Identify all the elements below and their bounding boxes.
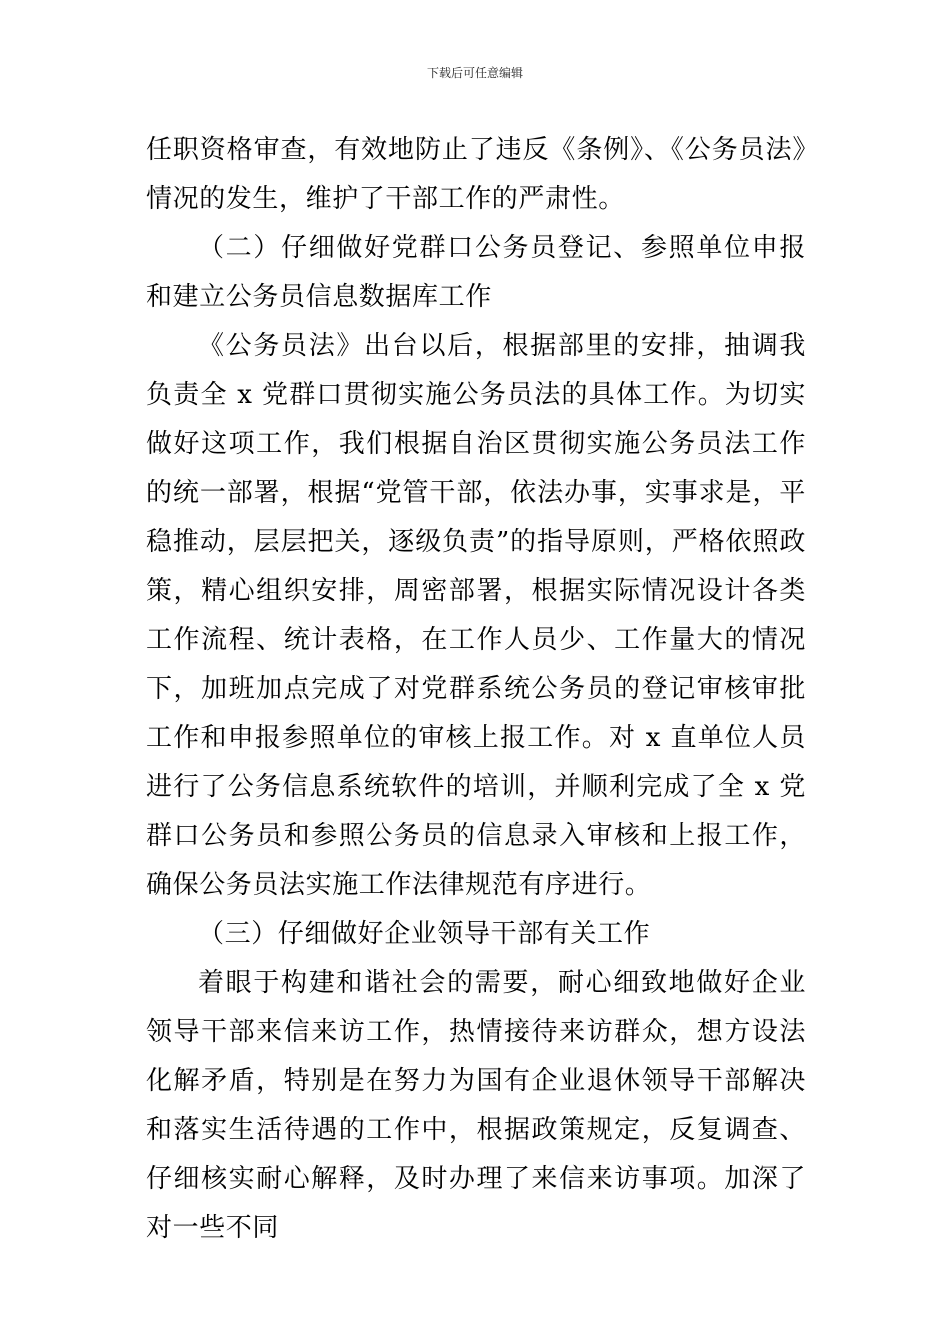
section-heading-2: （二）仔细做好党群口公务员登记、参照单位申报和建立公务员信息数据库工作 xyxy=(146,233,806,312)
document-body xyxy=(146,126,806,1253)
section-heading-3: （三）仔细做好企业领导干部有关工作 xyxy=(198,919,651,949)
paragraph-continuation: 任职资格审查，有效地防止了违反《条例》、《公务员法》情况的发生，维护了干部工作的严肃性。 xyxy=(146,135,806,214)
page-header: 下载后可任意编辑 xyxy=(426,66,523,80)
paragraph-enterprise-leaders: 着眼于构建和谐社会的需要，耐心细致地做好企业领导干部来信来访工作，热情接待来访群众，想方设法化解矛盾，特别是在努力为国有企业退休领导干部解决和落实生活待遇的工作中，根据政策规定，反复调查、仔细核实耐心解释，及时办理了来信来访事项。加深了对一些不同 xyxy=(146,968,806,1243)
paragraph-civil-servant-law: 《公务员法》出台以后，根据部里的安排，抽调我负责全 x 党群口贯彻实施公务员法的具体工作。为切实做好这项工作，我们根据自治区贯彻实施公务员法工作的统一部署，根据“党管干部，依法办事，实事求是，平稳推动，层层把关，逐级负责”的指导原则，严格依照政策，精心组织安排，周密部署，根据实际情况设计各类工作流程、统计表格，在工作人员少、工作量大的情况下，加班加点完成了对党群系统公务员的登记审核审批工作和申报参照单位的审核上报工作。对 x 直单位人员进行了公务信息系统软件的培训，并顺利完成了全 x 党群口公务员和参照公务员的信息录入审核和上报工作，确保公务员法实施工作法律规范有序进行。 xyxy=(146,331,806,900)
